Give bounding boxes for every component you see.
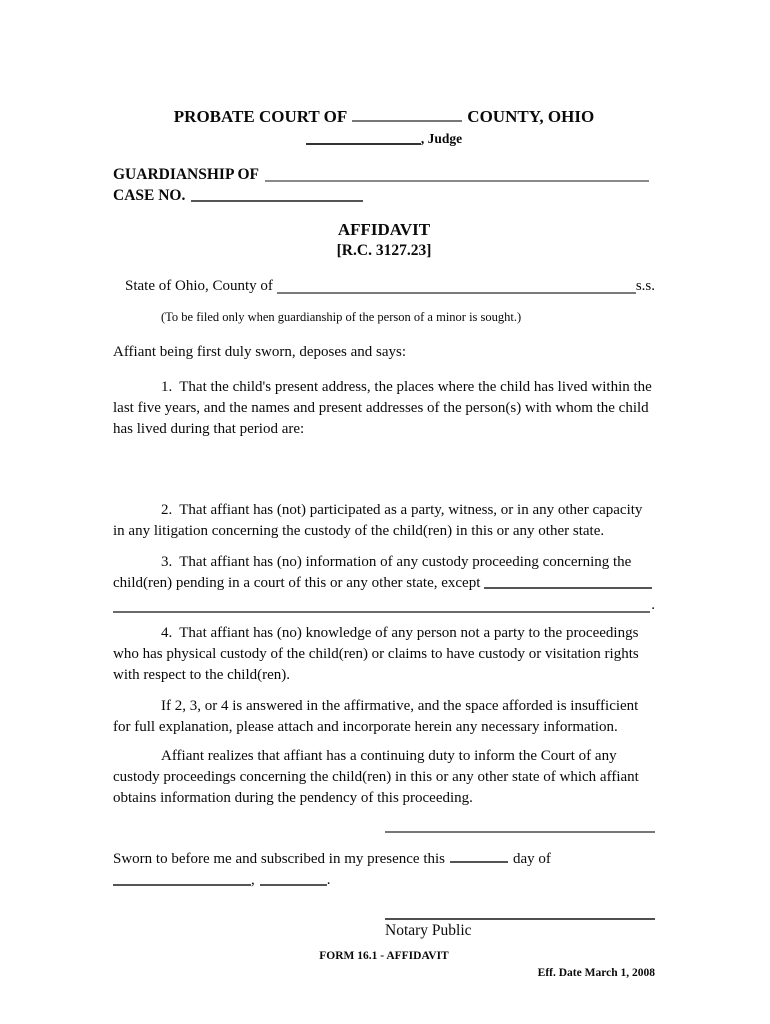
case-number-blank[interactable] <box>191 200 363 202</box>
paragraph-1-number: 1. <box>161 379 173 395</box>
jurat-day-blank[interactable] <box>450 861 508 863</box>
paragraph-3 <box>113 552 655 594</box>
jurat-month-blank[interactable] <box>113 884 251 886</box>
effective-date-label: Eff. Date March 1, 2008 <box>537 967 655 979</box>
venue-prefix: State of Ohio, County of <box>125 278 273 294</box>
paragraph-4-text: That affiant has (no) knowledge of any person not a party to the proceedings who has physical custody of the child(ren) or claims to have custody or visitation rights with respect to the child(ren). <box>113 625 639 683</box>
county-name-blank[interactable] <box>352 120 462 122</box>
judge-line <box>113 130 655 148</box>
court-heading-prefix: PROBATE COURT OF <box>173 107 348 126</box>
form-number-label: FORM 16.1 - AFFIDAVIT <box>319 950 449 962</box>
instructions-paragraph: If 2, 3, or 4 is answered in the affirmative, and the space afforded is insufficient for full explanation, please attach and incorporate herein any necessary information. <box>113 698 639 735</box>
venue-ss-label: s.s. <box>635 278 655 294</box>
jurat-period: . <box>326 872 331 888</box>
venue-line <box>113 276 655 297</box>
notary-public-label: Notary Public <box>385 922 472 939</box>
case-number-row <box>113 185 655 206</box>
guardianship-name-blank[interactable] <box>265 180 649 182</box>
jurat-line-1 <box>113 849 655 870</box>
paragraph-3-number: 3. <box>161 554 173 570</box>
intro-statement: Affiant being first duly sworn, deposes and says: <box>113 344 407 360</box>
paragraph-2 <box>113 500 655 542</box>
judge-label: , Judge <box>420 131 463 146</box>
case-number-label: CASE NO. <box>113 187 186 204</box>
court-heading-suffix: COUNTY, OHIO <box>467 107 595 126</box>
paragraph-3-exception-blank[interactable] <box>484 587 652 589</box>
county-venue-blank[interactable] <box>277 292 636 294</box>
filing-note: (To be filed only when guardianship of the person of a minor is sought.) <box>161 310 522 324</box>
paragraph-4 <box>113 623 655 686</box>
paragraph-1-answer-space <box>113 440 655 500</box>
continuing-duty-paragraph: Affiant realizes that affiant has a continuing duty to inform the Court of any custody proceedings concerning the child(ren) in this or any other state of which affiant obtains information during the pendency of this proceeding. <box>113 748 639 806</box>
paragraph-4-number: 4. <box>161 625 173 641</box>
judge-name-blank[interactable] <box>306 143 421 145</box>
notary-signature-block <box>385 918 655 941</box>
paragraph-3-period: . <box>651 597 655 613</box>
jurat-comma: , <box>251 872 255 888</box>
paragraph-1 <box>113 377 655 440</box>
jurat-line-2 <box>113 870 655 891</box>
paragraph-3-continuation-blank[interactable] <box>113 611 650 613</box>
jurat-year-blank[interactable] <box>260 884 327 886</box>
court-heading <box>113 106 655 128</box>
statute-citation: [R.C. 3127.23] <box>336 242 432 259</box>
jurat-prefix: Sworn to before me and subscribed in my presence this <box>113 851 445 867</box>
affiant-signature-line[interactable] <box>385 831 655 833</box>
paragraph-2-number: 2. <box>161 502 173 518</box>
guardianship-row <box>113 164 655 185</box>
jurat-day-of-label: day of <box>513 851 551 867</box>
paragraph-1-text: That the child's present address, the places where the child has lived within the last five years, and the names and present addresses of the person(s) with whom the child has lived during that period are: <box>113 379 652 437</box>
paragraph-3-text: That affiant has (no) information of any custody proceeding concerning the child(ren) pending in a court of this or any other state, except <box>113 554 632 591</box>
paragraph-3-continuation-line <box>113 595 655 616</box>
paragraph-2-text: That affiant has (not) participated as a party, witness, or in any other capacity in any litigation concerning the custody of the child(ren) in this or any other state. <box>113 502 643 539</box>
guardianship-label: GUARDIANSHIP OF <box>113 166 259 183</box>
document-title: AFFIDAVIT <box>337 220 431 239</box>
